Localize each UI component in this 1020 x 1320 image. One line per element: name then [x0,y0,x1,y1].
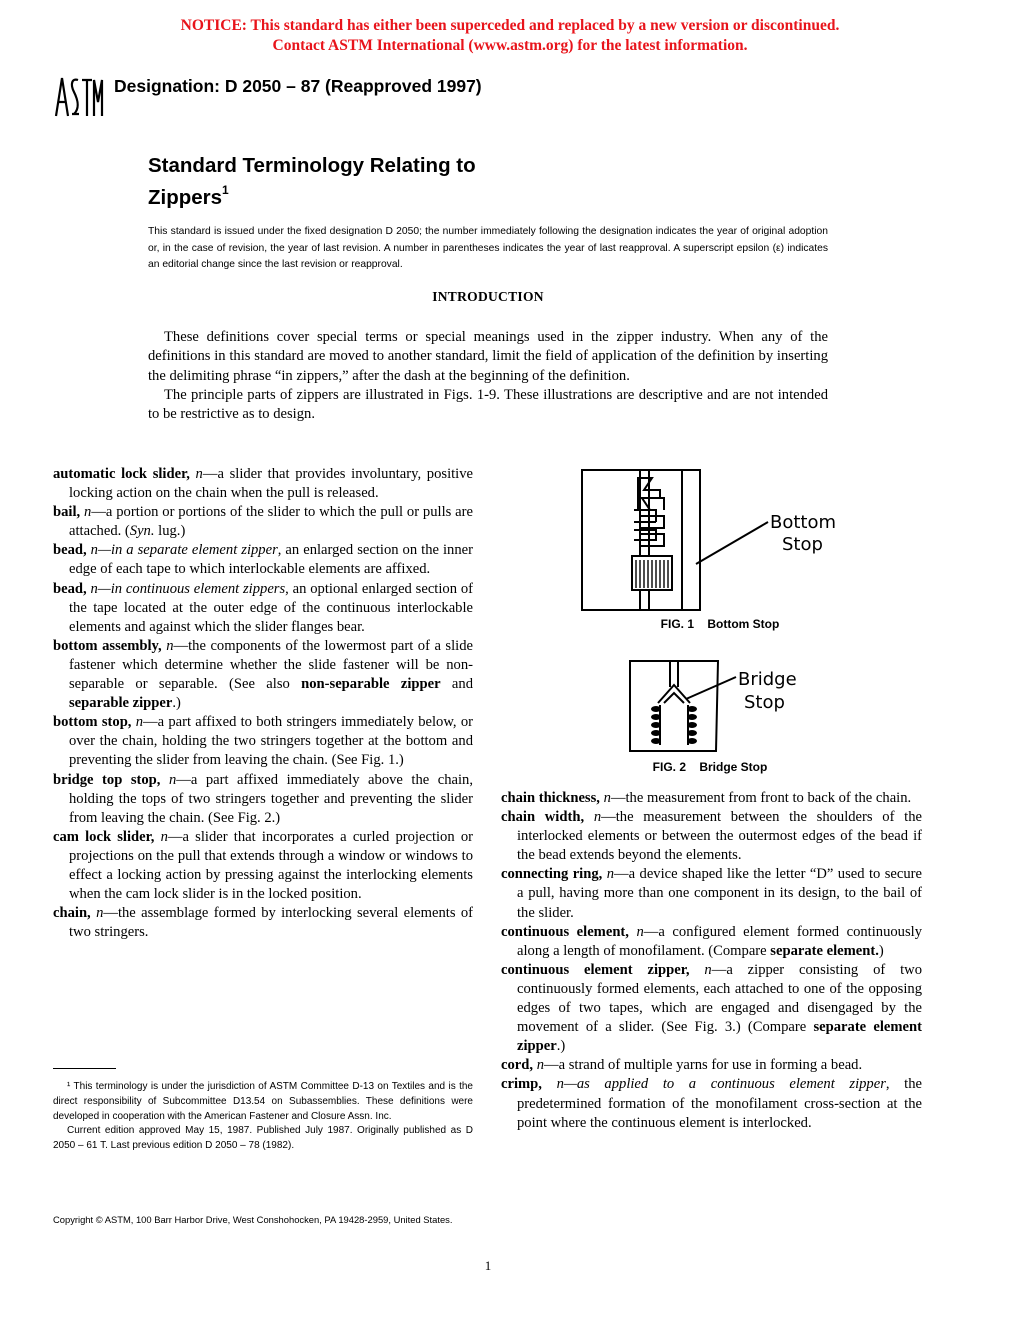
page-number: 1 [484,1258,492,1273]
definition-chain-thickness: chain thickness, n—the measurement from front to back of the chain. [501,790,912,806]
preamble: This standard is issued under the fixed designation D 2050; the number immediately following the designation indicates the year of original adoption or, in the case of revision, the year of last revision. A number in parentheses indicates the year of last reapproval. A superscript epsilon (ε) indicates an editorial change since the last revision or reapproval. [148,226,828,270]
figure-1-illustration [580,468,850,614]
definition-bail: bail, n—a portion or portions of the slider to which the pull or pulls are attached. (Syn. lug.) [53,504,473,540]
notice-line-2: Contact ASTM International (www.astm.org) for the latest information. [272,37,748,54]
definition-chain-width: chain width, n—the measurement between the shoulders of the interlocked elements or between the outermost edges of the bead if the bead extends beyond the elements. [501,809,922,864]
intro-paragraph-2: The principle parts of zippers are illustrated in Figs. 1-9. These illustrations are descriptive and are not intended to be restrictive as to design. [148,386,828,423]
definition-automatic-lock-slider: automatic lock slider, n—a slider that provides involuntary, positive locking action on the chain when the pull is released. [53,466,474,502]
copyright: Copyright © ASTM, 100 Barr Harbor Drive, West Conshohocken, PA 19428-2959, United States. [53,1214,453,1225]
definitions-right-column [501,789,922,1133]
title-line-1: Standard Terminology Relating to [148,154,476,177]
definition-cam-lock-slider: cam lock slider, n—a slider that incorporates a curled projection or projections on the pull that extends through a window or windows to effect a locking action by pressing against the interlocking elements when the cam lock slider is in the locked position. [53,828,473,903]
definitions-left-column [53,465,473,942]
intro-paragraph-1: These definitions cover special terms or special meanings used in the zipper industry. When any of the definitions in this standard are moved to another standard, limit the field of application of the definition by inserting the delimiting phrase “in zippers,” after the dash at the beginning of the definition. [148,329,828,384]
figure-2-label-line-1: Bridge [738,669,797,690]
figure-1-caption: FIG. 1 Bottom Stop [660,617,780,631]
footnote-paragraph-2: Current edition approved May 15, 1987. Published July 1987. Originally published as D 2050 – 61 T. Last previous edition D 2050 – 78 (1982). [53,1125,473,1152]
introduction-heading: INTRODUCTION [432,289,544,304]
logo-text: ASTM [78,120,81,121]
notice-line-1: NOTICE: This standard has either been superceded and replaced by a new version or discontinued. [180,17,840,34]
footnote-rule [53,1068,116,1069]
figure-2-label-line-2: Stop [744,692,785,713]
definition-continuous-element-zipper: continuous element zipper, n—a zipper consisting of two continuously formed elements, each attached to one of the opposing edges of two tapes, which are engaged and disengaged by the movement of a slider. (See Fig. 3.) (Compare separate element zipper.) [501,961,922,1055]
title-footnote-mark: 1 [222,183,229,197]
figure-2-caption: FIG. 2 Bridge Stop [652,760,768,774]
definition-bead-continuous: bead, n—in continuous element zippers, an optional enlarged section of the tape located at the outer edge of the continuous interlockable elements and against which the slider flanges bear. [53,580,473,635]
introduction [148,328,828,424]
title-line-2: Zippers [148,185,223,209]
figure-1-label-line-1: Bottom [770,512,837,533]
designation: Designation: D 2050 – 87 (Reapproved 1997) [114,76,482,96]
definition-bottom-assembly: bottom assembly, n—the components of the lowermost part of a slide fastener which determine whether the slide fastener will be non-separable or separable. (See also non-separable zipper and separable zipper.) [53,637,474,712]
figure-2-illustration [624,657,814,757]
definition-connecting-ring: connecting ring, n—a device shaped like the letter “D” used to secure a pull, having more than one component in its design, to the bail of the slider. [501,866,922,921]
footnote-paragraph-1: ¹ This terminology is under the jurisdiction of ASTM Committee D-13 on Textiles and is the direct responsibility of Subcommittee D13.54 on Subassemblies. These definitions were developed in cooperation with the American Fastener and Closure Assn. Inc. [53,1081,473,1122]
definition-chain: chain, n—the assemblage formed by interlocking several elements of two stringers. [53,905,473,941]
definition-bead-separate: bead, n—in a separate element zipper, an enlarged section on the inner edge of each tape to which interlockable elements are affixed. [53,542,473,578]
definition-cord: cord, n—a strand of multiple yarns for use in forming a bead. [501,1057,863,1074]
astm-logo [52,72,104,122]
figure-1-label-line-2: Stop [782,534,823,555]
definition-crimp: crimp, n—as applied to a continuous element zipper, the predetermined formation of the monofilament cross-section at the point where the continuous element is interlocked. [501,1076,922,1131]
definition-bottom-stop: bottom stop, n—a part affixed to both stringers immediately below, or over the chain, holding the two stringers together at the bottom and preventing the slider from leaving the chain. (See Fig. 1.) [53,714,473,769]
page-title [148,153,476,211]
definition-bridge-top-stop: bridge top stop, n—a part affixed immediately above the chain, holding the tops of two stringers together and preventing the slider from leaving the chain. (See Fig. 2.) [53,771,473,826]
definition-continuous-element: continuous element, n—a configured element formed continuously along a length of monofilament. (Compare separate element.) [501,923,922,959]
footnote [53,1080,473,1154]
